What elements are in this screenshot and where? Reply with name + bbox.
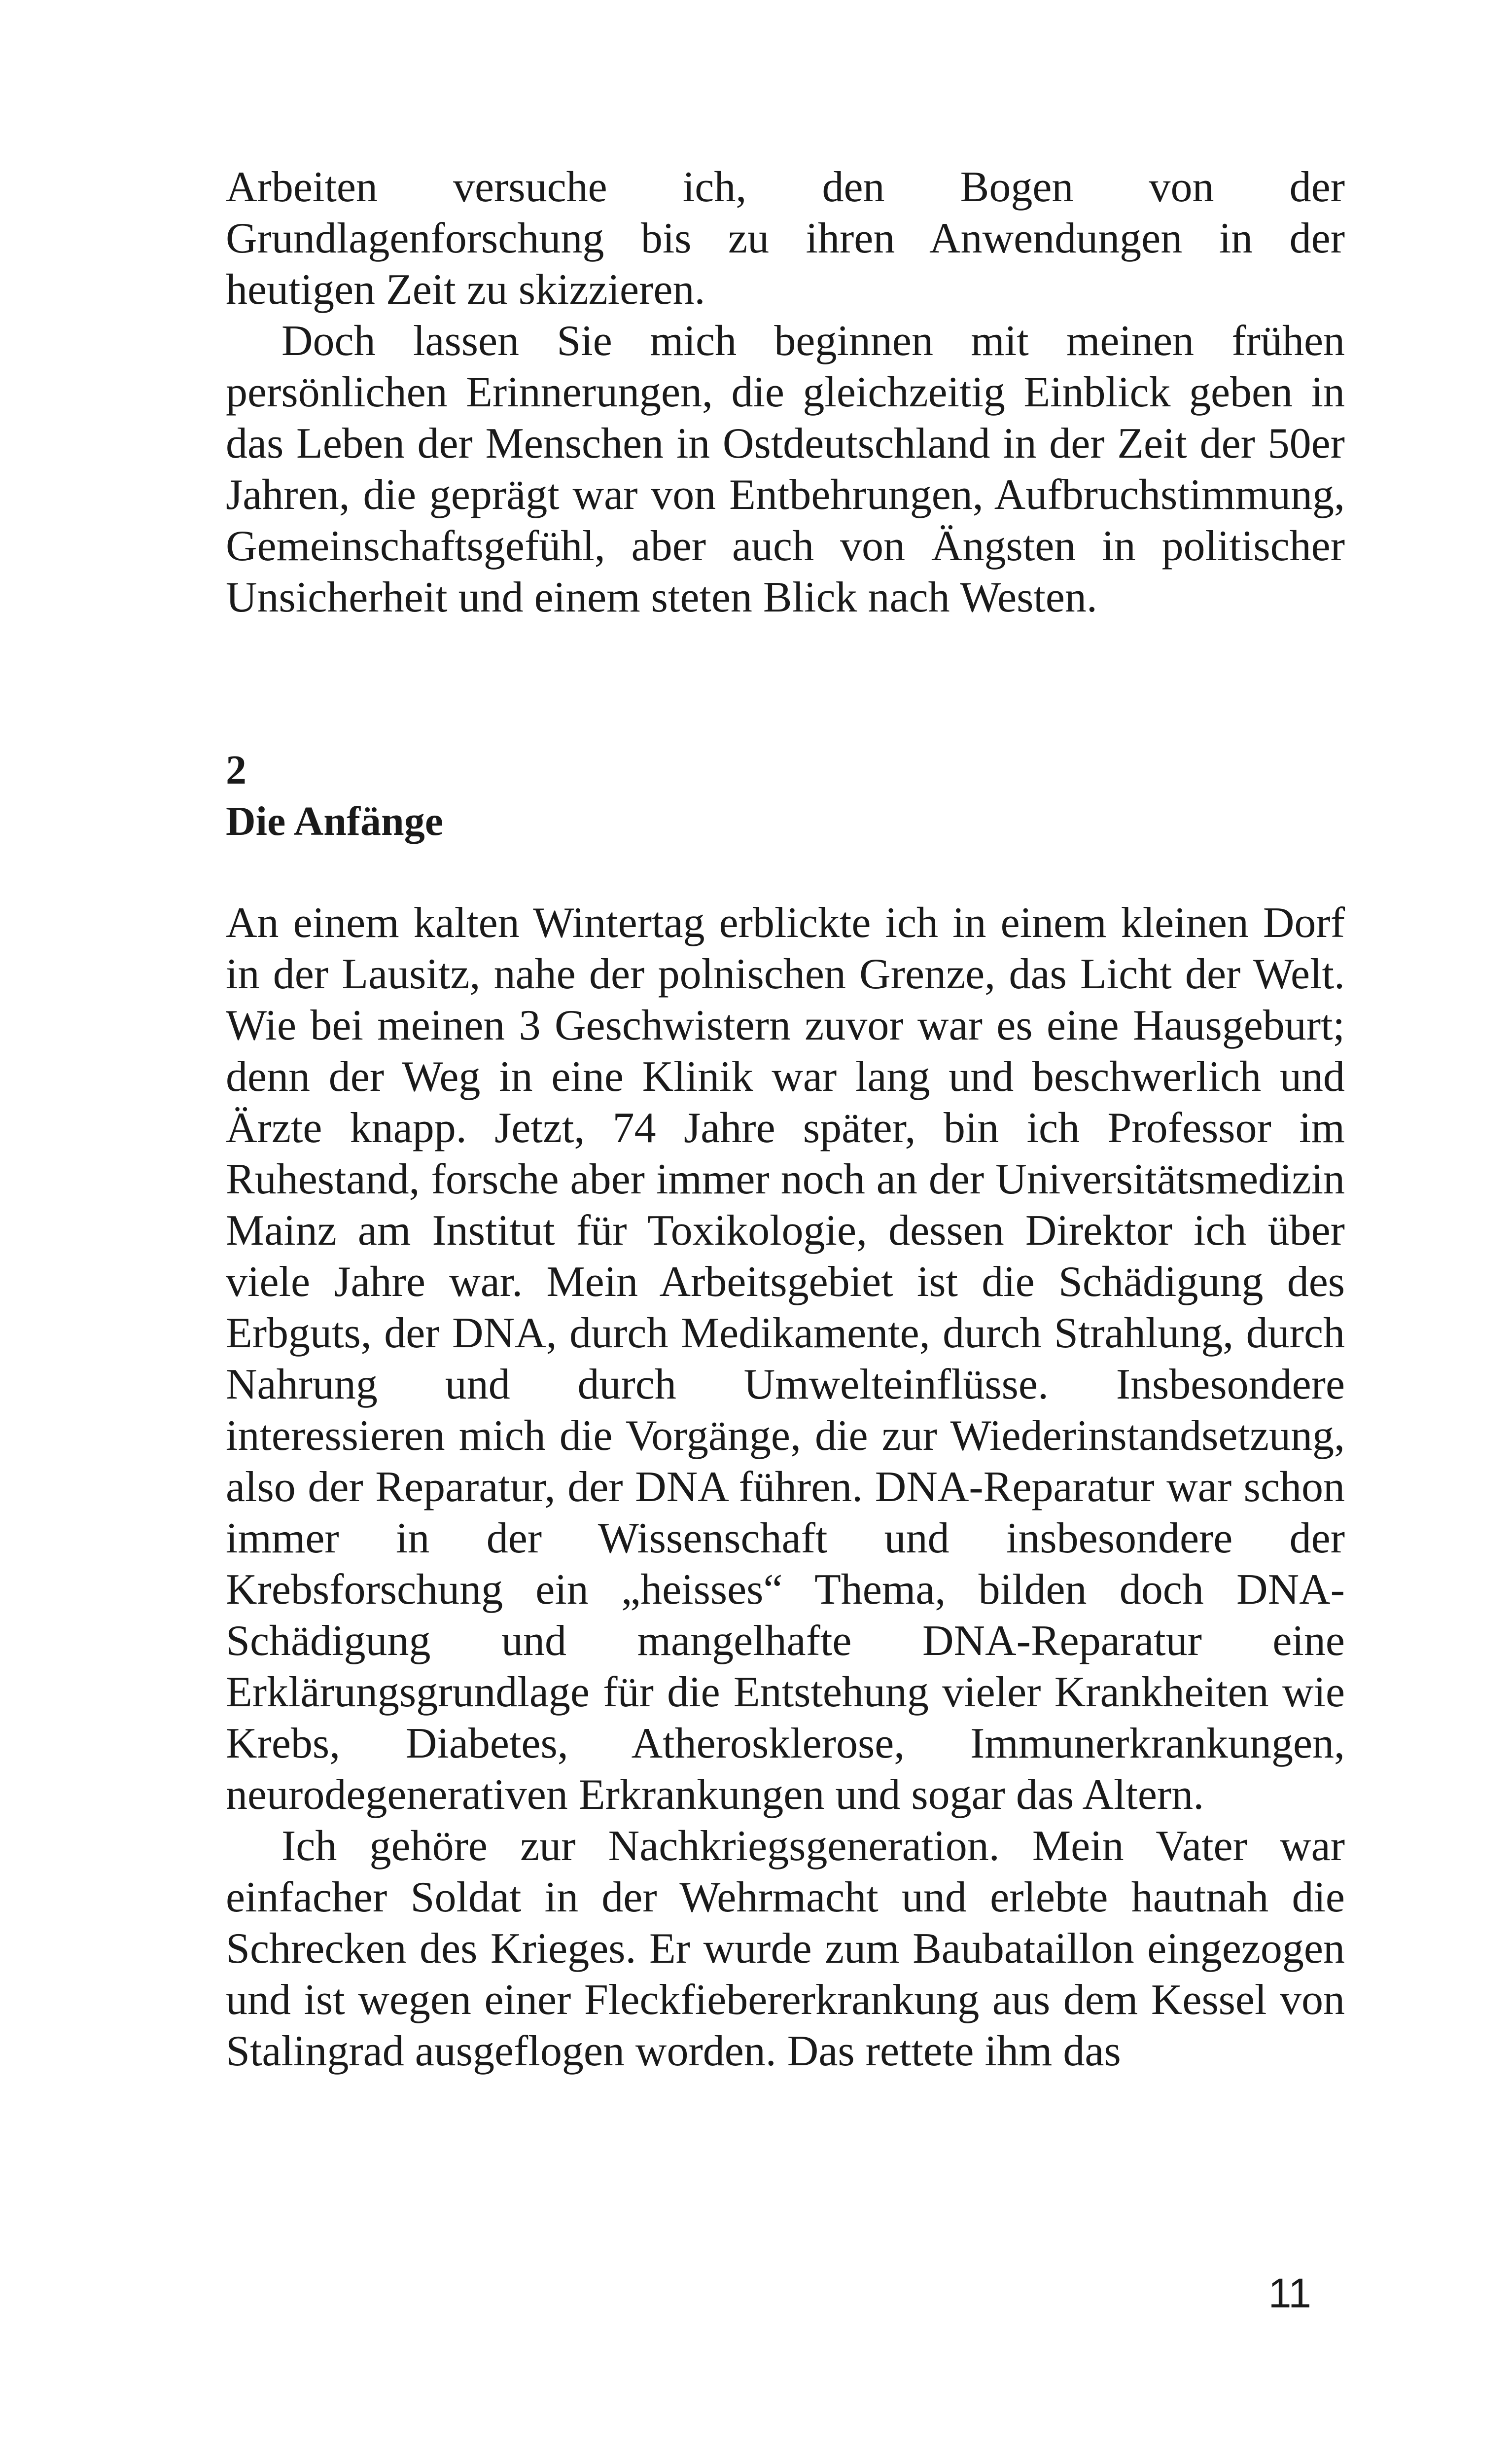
chapter-paragraph-1: An einem kalten Wintertag erblickte ich in einem kleinen Dorf in der Lausitz, nahe der polnischen Grenze, das Licht der Welt. Wie bei meinen 3 Geschwistern zuvor war es eine Hausgeburt; denn der Weg in eine Klinik war lang und beschwerlich und Ärzte knapp. Jetzt, 74 Jahre später, bin ich Professor im Ruhestand, forsche aber immer noch an der Universitätsmedizin Mainz am Institut für Toxikologie, dessen Direktor ich über viele Jahre war. Mein Arbeitsgebiet ist die Schädigung des Erbguts, der DNA, durch Medikamente, durch Strahlung, durch Nahrung und durch Umwelteinflüsse. Insbesondere interessieren mich die Vorgänge, die zur Wiederinstandsetzung, also der Reparatur, der DNA führen. DNA-Reparatur war schon immer in der Wissenschaft und insbesondere der Krebsforschung ein „heisses“ Thema, bilden doch DNA-Schädigung und mangelhafte DNA-Reparatur eine Erklärungsgrundlage für die Entstehung vieler Krankheiten wie Krebs, Diabetes, Atherosklerose, Immunerkrankungen, neurodegenerativen Erkrankungen und sogar das Altern. [226, 899, 1345, 1819]
chapter-paragraph-2: Ich gehöre zur Nachkriegsgeneration. Mein Vater war einfacher Soldat in der Wehrmacht und erlebte hautnah die Schrecken des Krieges. Er wurde zum Baubataillon eingezogen und ist wegen einer Fleckfiebererkrankung aus dem Kessel von Stalingrad ausgeflogen worden. Das rettete ihm das [226, 1822, 1345, 2075]
intro-text-block [226, 162, 1345, 623]
chapter-text-block [226, 898, 1345, 2077]
chapter-title: Die Anfänge [226, 798, 443, 844]
intro-paragraph-2: Doch lassen Sie mich beginnen mit meinen frühen persönlichen Erinnerungen, die gleichzeitig Einblick geben in das Leben der Menschen in Ostdeutschland in der Zeit der 50er Jahren, die geprägt war von Entbehrungen, Aufbruchstimmung, Gemeinschaftsgefühl, aber auch von Ängsten in politischer Unsicherheit und einem steten Blick nach Westen. [226, 317, 1345, 621]
chapter-number: 2 [226, 747, 246, 793]
page-number: 11 [1268, 2270, 1311, 2316]
intro-paragraph-1: Arbeiten versuche ich, den Bogen von der Grundlagenforschung bis zu ihren Anwendungen in der heutigen Zeit zu skizzieren. [226, 163, 1345, 314]
